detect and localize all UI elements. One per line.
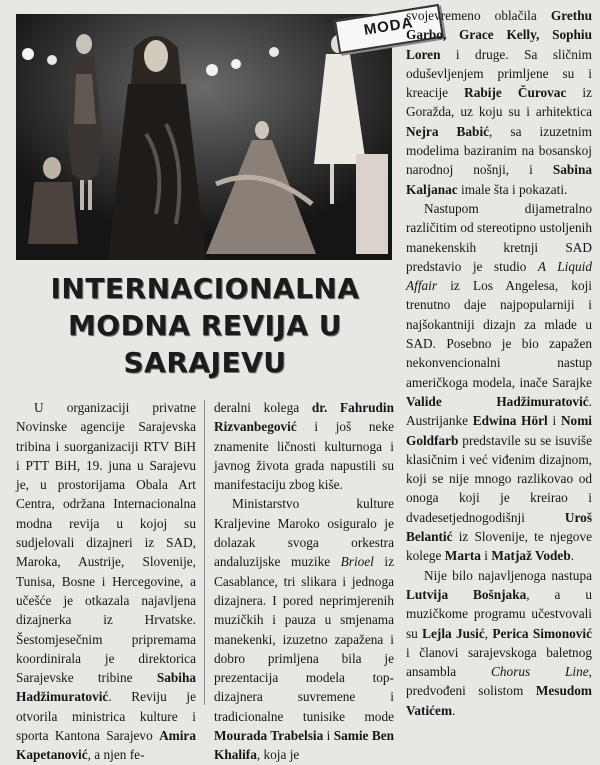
headline-line-2: MODNA REVIJA U: [67, 309, 343, 342]
paragraph: U organizaciji privatne Novinske agencije Sarajevska tribina i suorganizaciji RTV BiH i PTT BiH, 19. juna u Sarajevu je, u prostorijama Obala Art Centra, održana Internacionalna modna revija u kojoj su sudjelovali dizajneri iz SAD, Maroka, Austrije, Slovenije, Tunisa, Bosne i Hercegovine, a učešće je otkazala najavljena dizajnerka iz Hrvatske. Šestomjesečnim pripremama koordinirala je direktorica Sarajevske tribine Sabiha Hadžimuratović. Reviju je otvorila ministrica kulture i sporta Kantona Sarajevo Amira Kapetanović, a njen fe-: [16, 400, 196, 763]
paragraph: svojevremeno oblačila Grethu Garbo, Grace Kelly, Sophiu Loren i druge. Sa sličnim oduševljenjem primljene su i kreacije Rabije Čurovac iz Goražda, uz koju su i arhitektica Nejra Babić, sa izuzetnim modelima baziranim na bosanskoj narodnoj nošnji, i Sabina Kaljanac imale šta i pokazati.: [406, 8, 592, 197]
paragraph: Nastupom dijametralno različitim od stereotipno ustoljenih manekenskih kretnji SAD predstavio je studio A Liquid Affair iz Los Angelesa, koji trenutno daje najpopularniji i najšokantniji dizajn za mlade u SAD. Posebno je bio zapažen nekonvencionalni nastup američkoga modela, inače Sarajke Valide Hadžimuratović. Austrijanke Edwina Hörl i Nomi Goldfarb predstavile su se isuviše klasičnim i već viđenim dizajnom, koji se nije mnogo razlikovao od onoga koji je kreirao i dvadesetjednogodišnji Uroš Belantić iz Slovenije, te njegove kolege Marta i Matjaž Vodeb.: [406, 200, 593, 564]
paragraph: Ministarstvo kulture Kraljevine Maroko osiguralo je dolazak svoga orkestra andaluzijske muzike Brioel iz Casablance, tri slikara i jednoga dizajnera. I pored neprimjerenih muzičkih i pauza u smjenama manekenki, izuzetno zapažena i dobro primljena bila je prezentacija modela top-dizajnera suvremene i tradicionalne tunisike mode Mourada Trabelsia i Samie Ben Khalifa, koja je: [214, 496, 395, 763]
fashion-show-photo: [16, 14, 392, 260]
article-column-2: [214, 398, 395, 763]
paragraph: Nije bilo najavljenoga nastupa Lutvija Bošnjaka, a u muzičkome programu učestvovali su Lejla Jusić, Perica Simonović i članovi sarajevskoga baletnog ansambla Chorus Line, predvođeni solistom Mesudom Vatićem.: [406, 567, 592, 718]
headline-line-3: SARAJEVU: [123, 346, 287, 379]
column-divider: [204, 400, 205, 705]
article-column-3: [406, 6, 593, 718]
runway-models-illustration: [16, 14, 392, 260]
article-column-1: [16, 398, 196, 763]
article-headline: [14, 270, 396, 381]
paragraph: deralni kolega dr. Fahrudin Rizvanbegović i još neke znamenite ličnosti kulturnoga i javnog života grada napustili su manifestaciju zbog kiše.: [214, 400, 394, 493]
section-tag: MODA: [334, 4, 444, 54]
headline-line-1: INTERNACIONALNA: [50, 272, 360, 305]
